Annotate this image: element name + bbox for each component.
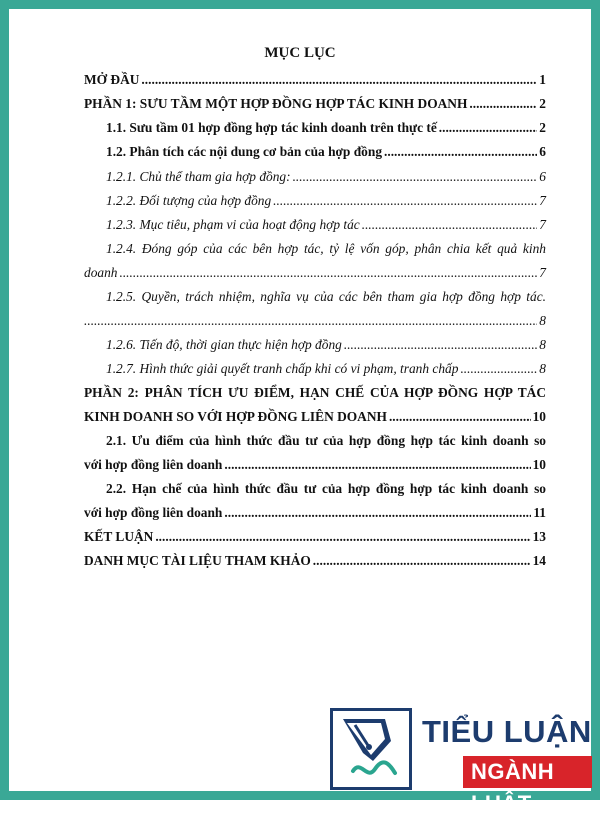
toc-entry-label: 1.2. Phân tích các nội dung cơ bản của hợp đồng [106, 144, 383, 159]
toc-entry-line1[interactable]: 2.1. Ưu điểm của hình thức đầu tư của hợp đồng hợp tác kinh doanh so [106, 433, 546, 448]
leader-dots [469, 95, 537, 113]
toc-entry-label: 1.2.3. Mục tiêu, phạm vi của hoạt động hợp tác [106, 217, 360, 232]
toc-entry[interactable] [106, 216, 546, 234]
leader-dots [119, 264, 537, 282]
leader-dots [313, 552, 531, 570]
toc-entry-page: 8 [539, 313, 546, 328]
toc-entry-line1[interactable]: 1.2.4. Đóng góp của các bên hợp tác, tỷ lệ vốn góp, phân chia kết quả kinh [106, 241, 546, 256]
toc-entry-page: 11 [533, 505, 546, 520]
leader-dots [344, 336, 537, 354]
leader-dots [439, 119, 538, 137]
leader-dots [84, 312, 537, 330]
tieu-luan-nganh-luat-logo [330, 706, 592, 816]
toc-entry-label: DANH MỤC TÀI LIỆU THAM KHẢO [84, 553, 311, 568]
toc-entry-page: 2 [539, 120, 546, 135]
toc-entry[interactable] [84, 95, 546, 113]
toc-entry-line1[interactable]: 2.2. Hạn chế của hình thức đầu tư của hợp đồng hợp tác kinh doanh so [106, 481, 546, 496]
toc-entry-page: 10 [532, 457, 546, 472]
leader-dots [362, 216, 538, 234]
toc-entry[interactable] [106, 168, 546, 186]
toc-entry-line1[interactable]: PHẦN 2: PHÂN TÍCH ƯU ĐIỂM, HẠN CHẾ CỦA HỢP ĐỒNG HỢP TÁC [84, 385, 546, 400]
fountain-pen-nib-icon [330, 708, 412, 790]
toc-entry[interactable] [84, 312, 546, 330]
toc-entry-page: 10 [532, 409, 546, 424]
leader-dots [389, 408, 531, 426]
toc-entry[interactable] [84, 552, 546, 570]
toc-entry[interactable] [84, 264, 546, 282]
toc-entry-page: 7 [539, 217, 546, 232]
toc-entry[interactable] [106, 143, 546, 161]
toc-entry-page: 1 [539, 72, 546, 87]
toc-entry-page: 13 [532, 529, 546, 544]
toc-entry-page: 7 [539, 193, 546, 208]
toc-entry[interactable] [84, 408, 546, 426]
toc-entry-label: với hợp đồng liên doanh [84, 457, 223, 472]
toc-entry[interactable] [84, 528, 546, 546]
toc-entry-page: 7 [539, 265, 546, 280]
toc-entry-label: 1.1. Sưu tầm 01 hợp đồng hợp tác kinh doanh trên thực tế [106, 120, 437, 135]
toc-entry-label: 1.2.2. Đối tượng của hợp đồng [106, 193, 272, 208]
logo-text-bottom: NGÀNH LUẬT [463, 756, 592, 788]
toc-entry-label: MỞ ĐẦU [84, 72, 140, 87]
toc-entry-page: 8 [539, 361, 546, 376]
toc-entry-page: 6 [539, 169, 546, 184]
leader-dots [224, 504, 531, 522]
leader-dots [141, 71, 537, 89]
toc-entry[interactable] [106, 336, 546, 354]
toc-entry-label: 1.2.1. Chủ thể tham gia hợp đồng: [106, 169, 291, 184]
logo-text-top: TIỂU LUẬN [422, 714, 592, 749]
toc-entry[interactable] [106, 192, 546, 210]
toc-entry-label: KẾT LUẬN [84, 529, 154, 544]
leader-dots [293, 168, 538, 186]
toc-entry-line1[interactable]: 1.2.5. Quyền, trách nhiệm, nghĩa vụ của các bên tham gia hợp đồng hợp tác. [106, 289, 546, 304]
toc-entry[interactable] [106, 360, 546, 378]
toc-entry-page: 14 [532, 553, 546, 568]
leader-dots [155, 528, 530, 546]
toc-title: MỤC LỤC [264, 45, 336, 61]
toc-entry-page: 2 [539, 96, 546, 111]
toc-entry-page: 8 [539, 337, 546, 352]
toc-entry-label: PHẦN 1: SƯU TẦM MỘT HỢP ĐỒNG HỢP TÁC KINH DOANH [84, 96, 468, 111]
leader-dots [460, 360, 537, 378]
toc-entry[interactable] [106, 119, 546, 137]
toc-entry[interactable] [84, 456, 546, 474]
toc-entry-label: KINH DOANH SO VỚI HỢP ĐỒNG LIÊN DOANH [84, 409, 387, 424]
toc-entry[interactable] [84, 71, 546, 89]
leader-dots [273, 192, 537, 210]
toc-entry-label: 1.2.6. Tiến độ, thời gian thực hiện hợp đồng [106, 337, 342, 352]
leader-dots [384, 143, 537, 161]
leader-dots [224, 456, 530, 474]
toc-entry-label: 1.2.7. Hình thức giải quyết tranh chấp khi có vi phạm, tranh chấp [106, 361, 459, 376]
toc-entry[interactable] [84, 504, 546, 522]
toc-entry-page: 6 [539, 144, 546, 159]
toc-entry-label: với hợp đồng liên doanh [84, 505, 223, 520]
toc-entry-label: doanh [84, 265, 118, 280]
